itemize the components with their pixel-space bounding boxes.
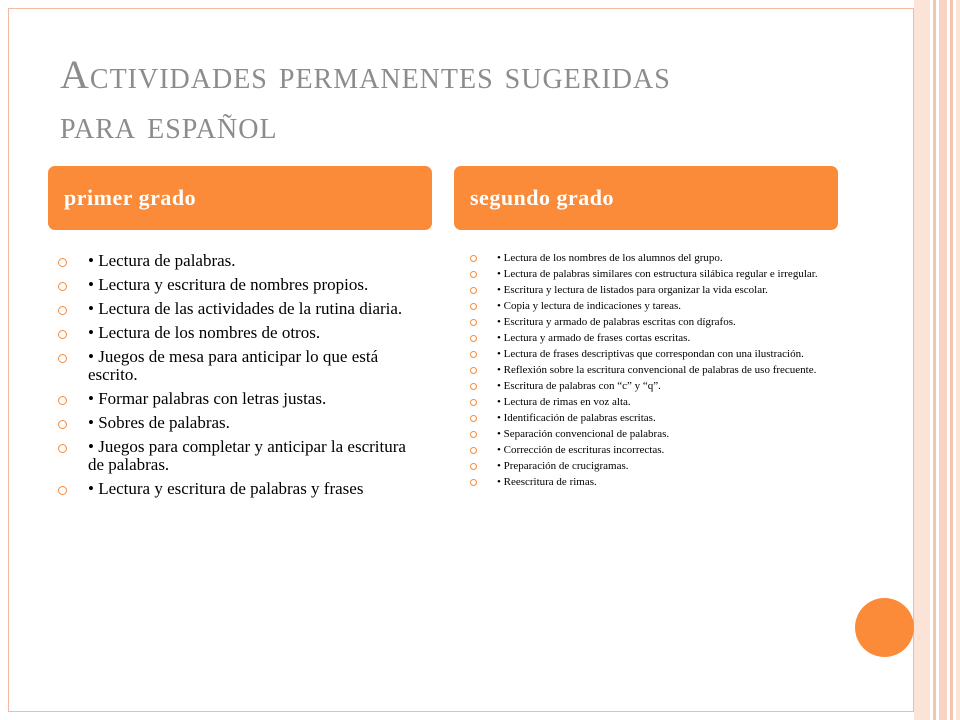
list-item-text: • Lectura de los nombres de los alumnos del grupo.: [497, 252, 723, 264]
list-item: [470, 301, 840, 311]
list-item: [470, 477, 840, 487]
bullet-circle-icon: [470, 319, 477, 326]
list-item-text: • Lectura de palabras.: [88, 251, 236, 270]
bullet-circle-icon: [470, 287, 477, 294]
list-item-text: • Preparación de crucigramas.: [497, 460, 629, 472]
decorative-circle: [855, 598, 914, 657]
list-item: [470, 365, 840, 375]
list-item: [470, 253, 840, 263]
bullet-circle-icon: [58, 282, 67, 291]
list-item: [470, 285, 840, 295]
list-item-text: • Lectura de palabras similares con estructura silábica regular e irregular.: [497, 268, 818, 280]
list-item-text: • Identificación de palabras escritas.: [497, 412, 656, 424]
list-item: [58, 480, 424, 498]
list-item: [470, 413, 840, 423]
bullet-circle-icon: [58, 486, 67, 495]
header-segundo-grado: segundo grado: [454, 166, 838, 230]
list-item: [470, 445, 840, 455]
list-item-text: • Lectura de los nombres de otros.: [88, 323, 321, 342]
bullet-circle-icon: [58, 330, 67, 339]
bullet-circle-icon: [58, 354, 67, 363]
title-line-2: para español: [60, 102, 278, 147]
bullet-circle-icon: [470, 303, 477, 310]
bullet-circle-icon: [470, 255, 477, 262]
list-item: [470, 397, 840, 407]
bullet-circle-icon: [470, 463, 477, 470]
list-item-text: • Juegos de mesa para anticipar lo que está escrito.: [88, 347, 379, 384]
title-line-1: Actividades permanentes sugeridas: [60, 52, 671, 97]
list-item-text: • Escritura de palabras con “c” y “q”.: [497, 380, 661, 392]
list-item: [58, 252, 424, 270]
list-item-text: • Sobres de palabras.: [88, 413, 230, 432]
bullet-circle-icon: [58, 444, 67, 453]
list-item-text: • Reescritura de rimas.: [497, 476, 597, 488]
list-item-text: • Lectura y armado de frases cortas escritas.: [497, 332, 691, 344]
list-item-text: • Escritura y lectura de listados para organizar la vida escolar.: [497, 284, 768, 296]
list-item-text: • Juegos para completar y anticipar la escritura de palabras.: [88, 437, 406, 474]
list-item: [58, 324, 424, 342]
decorative-stripes: [914, 0, 960, 720]
list-item-text: • Escritura y armado de palabras escritas con dígrafos.: [497, 316, 736, 328]
list-item: [58, 438, 424, 474]
list-item-text: • Separación convencional de palabras.: [497, 428, 670, 440]
list-item-text: • Lectura de las actividades de la rutina diaria.: [88, 299, 403, 318]
list-item-text: • Lectura y escritura de palabras y frases: [88, 479, 364, 498]
slide-title: [60, 50, 850, 150]
list-item: [470, 333, 840, 343]
bullet-circle-icon: [470, 367, 477, 374]
bullet-circle-icon: [470, 335, 477, 342]
bullet-circle-icon: [470, 351, 477, 358]
bullet-circle-icon: [58, 306, 67, 315]
header-primer-grado: primer grado: [48, 166, 432, 230]
primer-grado-list: [58, 252, 424, 504]
list-item: [58, 414, 424, 432]
list-item: [470, 269, 840, 279]
list-item: [470, 381, 840, 391]
bullet-circle-icon: [470, 479, 477, 486]
list-item-text: • Reflexión sobre la escritura convencional de palabras de uso frecuente.: [497, 364, 817, 376]
bullet-circle-icon: [470, 415, 477, 422]
bullet-circle-icon: [58, 420, 67, 429]
list-item: [58, 300, 424, 318]
bullet-circle-icon: [470, 431, 477, 438]
bullet-circle-icon: [58, 258, 67, 267]
list-item-text: • Corrección de escrituras incorrectas.: [497, 444, 665, 456]
list-item-text: • Lectura de frases descriptivas que correspondan con una ilustración.: [497, 348, 804, 360]
segundo-grado-list: [470, 253, 840, 493]
list-item: [58, 276, 424, 294]
bullet-circle-icon: [58, 396, 67, 405]
list-item-text: • Lectura y escritura de nombres propios.: [88, 275, 369, 294]
list-item: [470, 429, 840, 439]
bullet-circle-icon: [470, 383, 477, 390]
bullet-circle-icon: [470, 399, 477, 406]
bullet-circle-icon: [470, 271, 477, 278]
list-item-text: • Formar palabras con letras justas.: [88, 389, 327, 408]
list-item: [470, 317, 840, 327]
bullet-circle-icon: [470, 447, 477, 454]
list-item: [470, 349, 840, 359]
list-item-text: • Lectura de rimas en voz alta.: [497, 396, 631, 408]
list-item: [58, 348, 424, 384]
list-item-text: • Copia y lectura de indicaciones y tareas.: [497, 300, 682, 312]
list-item: [470, 461, 840, 471]
list-item: [58, 390, 424, 408]
